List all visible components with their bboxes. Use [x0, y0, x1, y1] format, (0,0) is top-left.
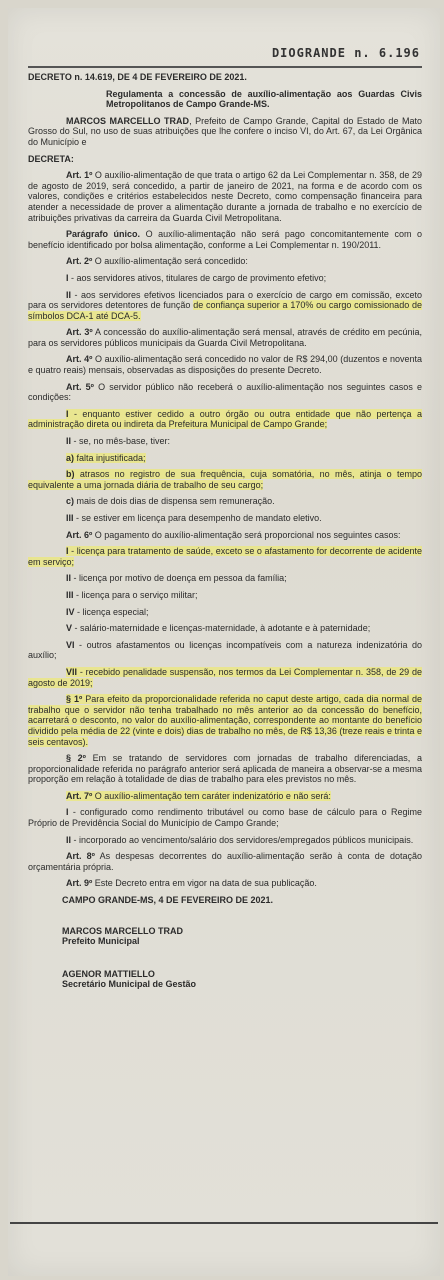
- article-6-item-ii: [28, 573, 422, 584]
- article-text: O auxílio-alimentação de que trata o artigo 62 da Lei Complementar n. 358, de 29 de agosto de 2019, será concedido, a partir de janeiro de 2021, na forma e de acordo com os valores, condições e critérios estabelecidos neste Decreto, como compensação financeira para atender a necessidade de prover a alimentação durante a jornada de trabalho e no exercício de atribuições privativas da carreira da Guarda Civil Metropolitana.: [28, 170, 422, 223]
- item-label: IV: [66, 606, 75, 617]
- item-label: I: [66, 272, 69, 283]
- item-text: - outros afastamentos ou licenças incompatíveis com a natureza indenizatória do auxílio;: [28, 639, 422, 661]
- article-6: [28, 530, 422, 541]
- gazette-number: DIOGRANDE n. 6.196: [271, 46, 420, 60]
- article-6-paragraph-1: [28, 694, 422, 747]
- item-text: falta injustificada;: [74, 452, 146, 463]
- item-text: - licença para tratamento de saúde, exceto se o afastamento for decorrente de acidente em serviço;: [28, 546, 422, 567]
- article-6-item-vii: [28, 667, 422, 688]
- article-5-item-iii: [28, 513, 422, 524]
- article-6-item-i: [28, 546, 422, 567]
- item-text: - se estiver em licença para desempenho de mandato eletivo.: [73, 513, 322, 523]
- item-label: II: [66, 289, 72, 300]
- item-text: - enquanto estiver cedido a outro órgão ou outra entidade que não pertença a administração direta ou indireta da Prefeitura Municipal de Campo Grande;: [28, 408, 422, 430]
- item-label: VII: [66, 666, 78, 677]
- article-label: Art. 5º: [66, 381, 94, 392]
- item-text: - se, no mês-base, tiver:: [71, 436, 171, 447]
- decree-body: [28, 72, 422, 996]
- article-5: [28, 382, 422, 403]
- decrees-heading: DECRETA:: [28, 153, 74, 164]
- item-label: I: [66, 408, 69, 419]
- item-text: mais de dois dias de dispensa sem remuneração.: [74, 496, 275, 507]
- signatory-1-role: Prefeito Municipal: [62, 936, 140, 947]
- article-text: Este Decreto entra em vigor na data de sua publicação.: [92, 878, 317, 889]
- preamble-text: , Prefeito de Campo Grande, Capital do Estado de Mato Grosso do Sul, no uso de suas atribuições que lhe confere o inciso VI, do Art. 67, da Lei Orgânica do Município e: [28, 115, 422, 147]
- article-5-item-ii: [28, 436, 422, 447]
- item-label: c): [66, 496, 75, 507]
- item-label: V: [66, 623, 73, 634]
- item-label: b): [66, 469, 75, 480]
- decree-summary: Regulamenta a concessão de auxílio-alimentação aos Guardas Civis Metropolitanos de Campo Grande-MS.: [106, 88, 422, 110]
- item-text: - licença para o serviço militar;: [73, 589, 198, 600]
- article-label: Art. 4º: [66, 354, 93, 365]
- preamble: [28, 116, 422, 148]
- article-2-item-ii: [28, 290, 422, 322]
- paragraph-text: O auxílio-alimentação não será pago concomitantemente com o benefício identificado por bolsa alimentação, conforme a Lei Complementar n. 190/2011.: [28, 229, 422, 250]
- place-and-date: CAMPO GRANDE-MS, 4 DE FEVEREIRO DE 2021.: [62, 895, 274, 906]
- article-text: As despesas decorrentes do auxílio-alimentação serão à conta de dotação orçamentária própria.: [28, 851, 422, 872]
- paragraph-label: § 1º: [66, 694, 83, 705]
- article-label: Art. 6º: [66, 529, 93, 540]
- article-text: O auxílio-alimentação será concedido no valor de R$ 294,00 (duzentos e noventa e quatro reais) mensais, observadas as disposições do presente Decreto.: [28, 354, 422, 376]
- item-text: - licença por motivo de doença em pessoa da família;: [71, 573, 287, 584]
- article-label: Art. 3º: [66, 327, 93, 338]
- article-1: [28, 170, 422, 223]
- article-5-item-b: [28, 469, 422, 490]
- article-text: O pagamento do auxílio-alimentação será proporcional nos seguintes casos:: [92, 529, 401, 540]
- article-6-paragraph-2: [28, 753, 422, 785]
- signatory-1-name: MARCOS MARCELLO TRAD: [62, 925, 183, 936]
- item-label: II: [66, 436, 72, 447]
- item-label: a): [66, 452, 75, 463]
- item-text: - incorporado ao vencimento/salário dos servidores/empregados públicos municipais.: [71, 834, 414, 845]
- article-text: O servidor público não receberá o auxílio-alimentação nos seguintes casos e condições:: [28, 381, 422, 403]
- article-text: A concessão do auxílio-alimentação será mensal, através de crédito em pecúnia, para os servidores públicos municipais da Guarda Civil Metropolitana.: [28, 327, 422, 348]
- paragraph-text: Para efeito da proporcionalidade referida no caput deste artigo, cada dia normal de trabalho que o servidor não tenha trabalhado no mês anterior ao da concessão do benefício, acarretará o desconto, no valor do auxílio-alimentação, correspondente ao montante do benefício dividido pela média de 22 (vinte e dois) dias de trabalho no mês, de R$ 13,36 (treze reais e trinta e seis centavos).: [28, 694, 422, 747]
- article-7-item-ii: [28, 835, 422, 846]
- item-text: atrasos no registro de sua frequência, cuja somatória, no mês, atinja o tempo equivalente a uma jornada diária de trabalho de seu cargo;: [28, 469, 422, 490]
- article-4: [28, 354, 422, 375]
- article-5-item-i: [28, 409, 422, 430]
- item-text: - salário-maternidade e licenças-maternidade, à adotante e à paternidade;: [72, 623, 371, 634]
- item-label: I: [66, 546, 69, 557]
- article-label: Art. 8º: [66, 851, 95, 862]
- item-label: II: [66, 573, 72, 584]
- article-7: [28, 791, 422, 802]
- signatory-2-name: AGENOR MATTIELLO: [62, 968, 155, 979]
- article-6-item-v: [28, 623, 422, 634]
- article-text: O auxílio-alimentação tem caráter indenizatório e não será:: [92, 790, 331, 801]
- item-text: - licença especial;: [74, 606, 149, 617]
- item-label: II: [66, 834, 72, 845]
- article-5-item-a: [28, 453, 422, 464]
- item-text: - aos servidores efetivos licenciados para o exercício de cargo em comissão, exceto para os servidores detentores de função: [28, 289, 422, 311]
- article-2-item-i: [28, 273, 422, 284]
- article-label: Art. 7º: [66, 790, 93, 801]
- article-6-item-vi: [28, 640, 422, 661]
- article-2: [28, 256, 422, 267]
- footer-rule: [10, 1222, 438, 1224]
- item-text: - recebido penalidade suspensão, nos termos da Lei Complementar n. 358, de 29 de agosto de 2019;: [28, 666, 422, 688]
- article-5-item-c: [28, 496, 422, 507]
- article-9: [28, 878, 422, 889]
- article-label: Art. 9º: [66, 878, 93, 889]
- signatory-2-role: Secretário Municipal de Gestão: [62, 979, 197, 990]
- item-label: III: [66, 513, 74, 523]
- item-text: - configurado como rendimento tributável ou como base de cálculo para o Regime Próprio de Previdência Social do Município de Campo Grande;: [28, 807, 422, 829]
- decree-title: DECRETO n. 14.619, DE 4 DE FEVEREIRO DE 2021.: [28, 72, 247, 82]
- preamble-name: MARCOS MARCELLO TRAD: [66, 115, 190, 126]
- item-label: III: [66, 589, 74, 600]
- paragraph-text: Em se tratando de servidores com jornadas de trabalho diferenciadas, a proporcionalidade referida no parágrafo anterior será aplicada de maneira a observar-se a mesma proporção em relação à totalidade de dias de trabalho para eles previstos no mês.: [28, 753, 422, 785]
- item-text: - aos servidores ativos, titulares de cargo de provimento efetivo;: [68, 272, 327, 283]
- article-7-item-i: [28, 807, 422, 828]
- article-text: O auxílio-alimentação será concedido:: [92, 256, 248, 267]
- article-label: Art. 2º: [66, 256, 93, 267]
- header-rule: [28, 66, 422, 68]
- article-8: [28, 851, 422, 872]
- article-label: Art. 1º: [66, 170, 93, 181]
- document-page: [8, 8, 440, 1276]
- paragraph-label: § 2º: [66, 753, 86, 764]
- article-6-item-iii: [28, 590, 422, 601]
- article-6-item-iv: [28, 607, 422, 618]
- article-3: [28, 327, 422, 348]
- sole-paragraph: [28, 229, 422, 250]
- item-label: I: [66, 807, 69, 818]
- highlighted-text: de confiança superior a 170% ou cargo comissionado de símbolos DCA-1 até DCA-5.: [28, 300, 422, 321]
- item-label: VI: [66, 639, 75, 650]
- paragraph-label: Parágrafo único.: [66, 229, 141, 240]
